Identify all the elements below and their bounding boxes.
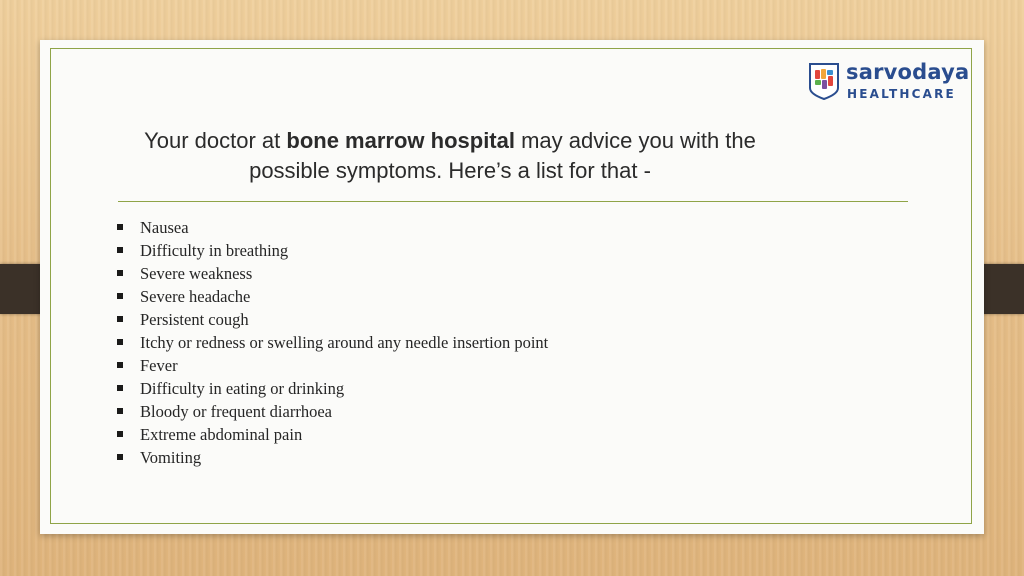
logo-subtitle: HEALTHCARE [847,87,956,101]
square-bullet-icon [117,408,123,414]
square-bullet-icon [117,293,123,299]
heading-prefix: Your doctor at [144,128,287,153]
symptom-text: Extreme abdominal pain [140,425,303,444]
heading-bold-term: bone marrow hospital [286,128,515,153]
square-bullet-icon [117,247,123,253]
symptom-item [116,262,548,285]
symptom-text: Itchy or redness or swelling around any needle insertion point [140,333,549,352]
slide-card [40,40,984,534]
square-bullet-icon [117,431,123,437]
symptom-text: Persistent cough [140,310,249,329]
symptom-item [116,354,548,377]
symptom-item [116,239,548,262]
symptom-text: Fever [140,356,178,375]
symptom-text: Bloody or frequent diarrhoea [140,402,332,421]
symptom-item [116,377,548,400]
square-bullet-icon [117,316,123,322]
symptom-text: Nausea [140,218,189,237]
slide-heading [130,126,770,186]
symptom-text: Severe headache [140,287,251,306]
symptom-text: Difficulty in breathing [140,241,289,260]
brand-logo [808,60,978,108]
symptom-text: Severe weakness [140,264,253,283]
symptom-item [116,446,548,469]
symptom-text: Difficulty in eating or drinking [140,379,345,398]
square-bullet-icon [117,362,123,368]
symptom-item [116,308,548,331]
square-bullet-icon [117,454,123,460]
heading-divider [118,201,908,202]
logo-wordmark: sarvodaya [846,60,970,84]
symptom-item [116,216,548,239]
symptom-item [116,423,548,446]
heading-suffix: may advice you with the possible symptoms. Here’s a list for that - [249,128,756,183]
symptom-list [116,216,548,469]
symptom-item [116,400,548,423]
square-bullet-icon [117,385,123,391]
symptom-item [116,331,548,354]
square-bullet-icon [117,270,123,276]
logo-mark-icon [808,62,840,100]
symptom-text: Vomiting [140,448,202,467]
square-bullet-icon [117,339,123,345]
square-bullet-icon [117,224,123,230]
symptom-item [116,285,548,308]
